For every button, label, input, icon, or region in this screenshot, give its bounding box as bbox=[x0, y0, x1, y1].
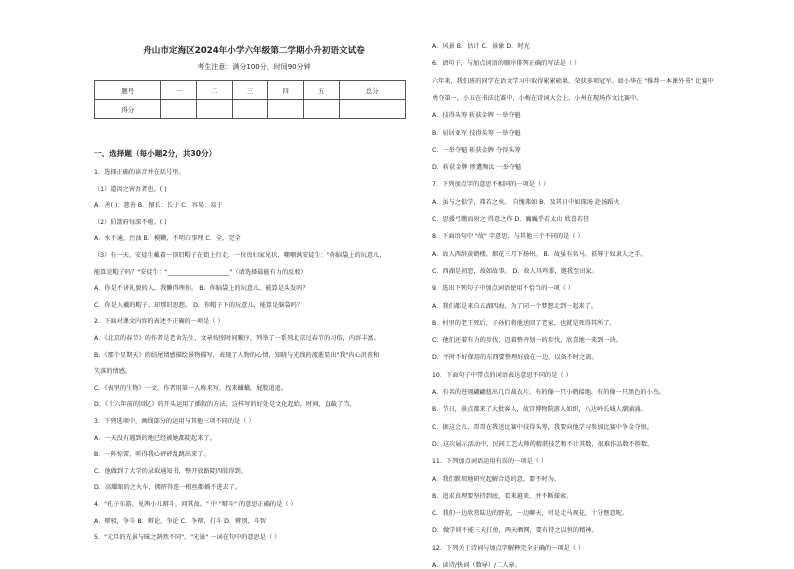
question-line: A．你是不讲礼貌的人，我懒得理你。 B．你脑袋上的玩意儿，能算是头发吗？ bbox=[94, 285, 309, 293]
question-line: 4．"孔子东游，见两小儿辩斗，问其故。" 中 "辩斗" 的意思正确的是（ ） bbox=[94, 501, 297, 508]
score-cell: 总分 bbox=[339, 81, 405, 100]
question-line: 8．下面语句中 "故" 字意思，与其他三个不同的是（ ） bbox=[432, 233, 584, 241]
question-line: A．风景 B．估计 C．景象 D．时光 bbox=[432, 43, 530, 50]
question-line: （1）道因之害吾者也。( ) bbox=[94, 185, 167, 193]
question-line: D．做学问不能三天打鱼，两天晒网，要有持之以恒的精神。 bbox=[432, 527, 598, 535]
score-input-cell[interactable] bbox=[232, 100, 268, 119]
score-cell: 四 bbox=[268, 81, 304, 100]
question-line: 6．请句子，与加点词语的顺序排列正确的写法是（ ） bbox=[432, 60, 581, 68]
question-line: 11．下列加点词语运用有误的一项是（ ） bbox=[432, 458, 548, 466]
question-line: C．你是人戴的帽子，却那旧思想。 D．你帽子下的玩意儿，能算是脑袋吗？ bbox=[94, 301, 304, 309]
question-line: A．辩驳，争斗 B．辩论，争论 C．争辩，打斗 D．辨别，斗智 bbox=[94, 517, 266, 525]
exam-note: 考生注意：满分100分，时间90分钟 bbox=[197, 63, 311, 71]
question-line: B．追求真理要坚持到底，看来越来，并不断探索。 bbox=[432, 492, 573, 500]
question-line: A．有名的苍翎翩翩扭出几百裁衣片，有的像一只小鹤接地，有的像一只黑色的小鸟。 bbox=[432, 389, 666, 396]
score-cell: 三 bbox=[232, 81, 268, 100]
score-cell: 二 bbox=[197, 81, 233, 100]
question-line: 勇夺第一，小五在书法比赛中，小梅在诗词大会上，小州在现场作文比赛中。 bbox=[432, 94, 643, 102]
question-line: C．《表里的生物》一文，作者用第一人称来写，找来蛐蛐，屁股追追。 bbox=[94, 384, 288, 392]
question-line: B．屈居亚军 技得头筹 一举夺魁 bbox=[432, 129, 521, 137]
question-line: B．节日，景点都来了大批客人，故宫博物院游人如织，八达岭长城人潮涌涌。 bbox=[432, 406, 647, 414]
question-line: 9．选出下列句子中加点词语使用不恰当的一项（ ） bbox=[432, 285, 575, 293]
question-line: 3．下列选项中，画线部分的运用与其他三项不同的是（ ） bbox=[94, 418, 255, 425]
question-line: A．我们默契地研究起解合适的意，要不时为。 bbox=[432, 475, 560, 483]
question-line: 7．下列加点字的意思不相同的一项是（ ） bbox=[432, 181, 550, 189]
question-line: A．我们都是来自五湖四海，为了同一个梦想走到一起来了。 bbox=[432, 302, 598, 310]
question-line: 失落的情感。 bbox=[94, 368, 132, 376]
question-line: B．村里的老王死后，子孙们将他送回了老家，也就是死得其所了。 bbox=[432, 319, 616, 327]
question-line: C．据这会儿，哥哥在我送比赛中技得头筹，我要向他学习参加比赛中争金夺银。 bbox=[432, 423, 653, 431]
question-line: C．他们还着有力的步伐，迈着整齐划一的步伐，欣喜地一来到一块。 bbox=[432, 337, 622, 345]
score-cell: 得分 bbox=[95, 100, 161, 119]
question-line: A．一天没有遇到的地已经被她都陡起来了。 bbox=[94, 434, 216, 442]
score-input-cell[interactable] bbox=[268, 100, 304, 119]
question-line: 5．"元旦的光景与昧之鹄然不同"，"光景" 一词在句中的意思是（ ） bbox=[94, 534, 281, 542]
score-table bbox=[94, 80, 406, 119]
score-input-cell[interactable] bbox=[161, 100, 197, 119]
question-line: C．一举夺魁 斩获金牌 夺得头筹 bbox=[432, 146, 521, 154]
section-title: 一、选择题（每小题2分，共30分） bbox=[94, 149, 217, 158]
question-line: B．《那个星期天》的结尾情感描绘景物描写，表现了人物的心情，知晓与光线的流逝显出"我"内心沮丧和 bbox=[94, 351, 380, 359]
question-line: A．《北京的春节》的作者是老舍先生，文章按照时间顺序，列举了一系列北京过春节的习俗，内容丰富。 bbox=[94, 335, 380, 342]
question-line: D．高耀眼的之火车，拥挤得连一根丝都插不进去了。 bbox=[94, 484, 242, 492]
question-line: A．善( )：慈善 B．擅长：长于 C．容易：易于 bbox=[94, 202, 223, 210]
question-line: 六年来，我们班的同学在语文学习中取得累累硕果，荣获多项冠军。如小华在 "推荐一本课外书" 比赛中 bbox=[432, 77, 714, 85]
score-cell: 一 bbox=[161, 81, 197, 100]
question-line: A．水不通，污浊 B．模糊，不明白事理 C．全，完全 bbox=[94, 235, 241, 243]
question-line: 能算是帽子吗？"安徒生："____________________"（请选择最能有力的反驳） bbox=[94, 268, 307, 276]
question-line: C．他做到了大学的录取通知书，整开放路陡四肢得到。 bbox=[94, 467, 247, 475]
question-line: B．一阵惊雷，听得我心砰砰乱跳出来了。 bbox=[94, 451, 210, 459]
score-input-cell[interactable] bbox=[339, 100, 405, 119]
question-line: （3）有一天，安徒生戴着一顶旧帽子在街上行走，一位贵妇家见状，嘲嘲讽安徒生："你脑袋上的玩意儿， bbox=[94, 252, 386, 259]
question-line: A．读诗/快词（数导）/二人章。 bbox=[432, 562, 521, 569]
question-line: D．斩获金牌 惨遭淘汰 一举夺魁 bbox=[432, 164, 522, 172]
question-line: 1．选择正确的读音并在括号里。 bbox=[94, 169, 185, 176]
question-line: D．《十六年前的回忆》的开头运用了插叙的方法，这样写的好处是文化起始，时间，直截了当。 bbox=[94, 401, 356, 409]
question-line: D．平时不好保用的东西要整理好放在一边，以备不时之需。 bbox=[432, 354, 598, 362]
score-input-cell[interactable] bbox=[197, 100, 233, 119]
score-cell: 五 bbox=[303, 81, 339, 100]
question-line: C．我们一边欣赏陆边的野花，一边聊天，可是走马观花，十分惬意呢。 bbox=[432, 510, 629, 518]
question-line: D．这次展示活动中，民间工艺大师的精湛技艺和不计其数，很难作品数不胜数。 bbox=[432, 440, 654, 448]
question-line: 12．下列关于诗词与加点字解释完全正确的一项是（ ） bbox=[432, 544, 585, 552]
question-line: A．虽与之俱学，弗若之矣。 自愧弗如 B．及其日中如探汤 赴汤蹈火 bbox=[432, 198, 620, 206]
question-line: C．西湖是初恋，故如故事。 D．故人具鸡黍，邀我至田家。 bbox=[432, 267, 598, 275]
score-input-cell[interactable] bbox=[303, 100, 339, 119]
score-table-header-row bbox=[95, 81, 406, 100]
score-table-score-row bbox=[95, 100, 406, 119]
paper-title: 舟山市定海区2024年小学六年级第二学期小升初语文试卷 bbox=[143, 46, 365, 56]
score-cell: 题号 bbox=[95, 81, 161, 100]
question-line: A．技得头筹 斩获金牌 一举夺魁 bbox=[432, 112, 521, 120]
question-line: 10．下面句子中带点的词语表达意思不同的是（ ） bbox=[432, 371, 572, 379]
question-line: 2．下面对课文内容的表述不正确的一项是（ ） bbox=[94, 318, 224, 326]
question-line: （2）伯箭府每深不啦。( ) bbox=[94, 218, 167, 226]
question-line: A．故人西辞黄鹤楼，烟花三月下扬州。 B．故虽有名马，祇辱于奴隶人之手。 bbox=[432, 250, 647, 258]
question-line: C．思援弓缴而射之 得意之作 D．巍巍乎若太山 欣喜若狂 bbox=[432, 216, 590, 223]
